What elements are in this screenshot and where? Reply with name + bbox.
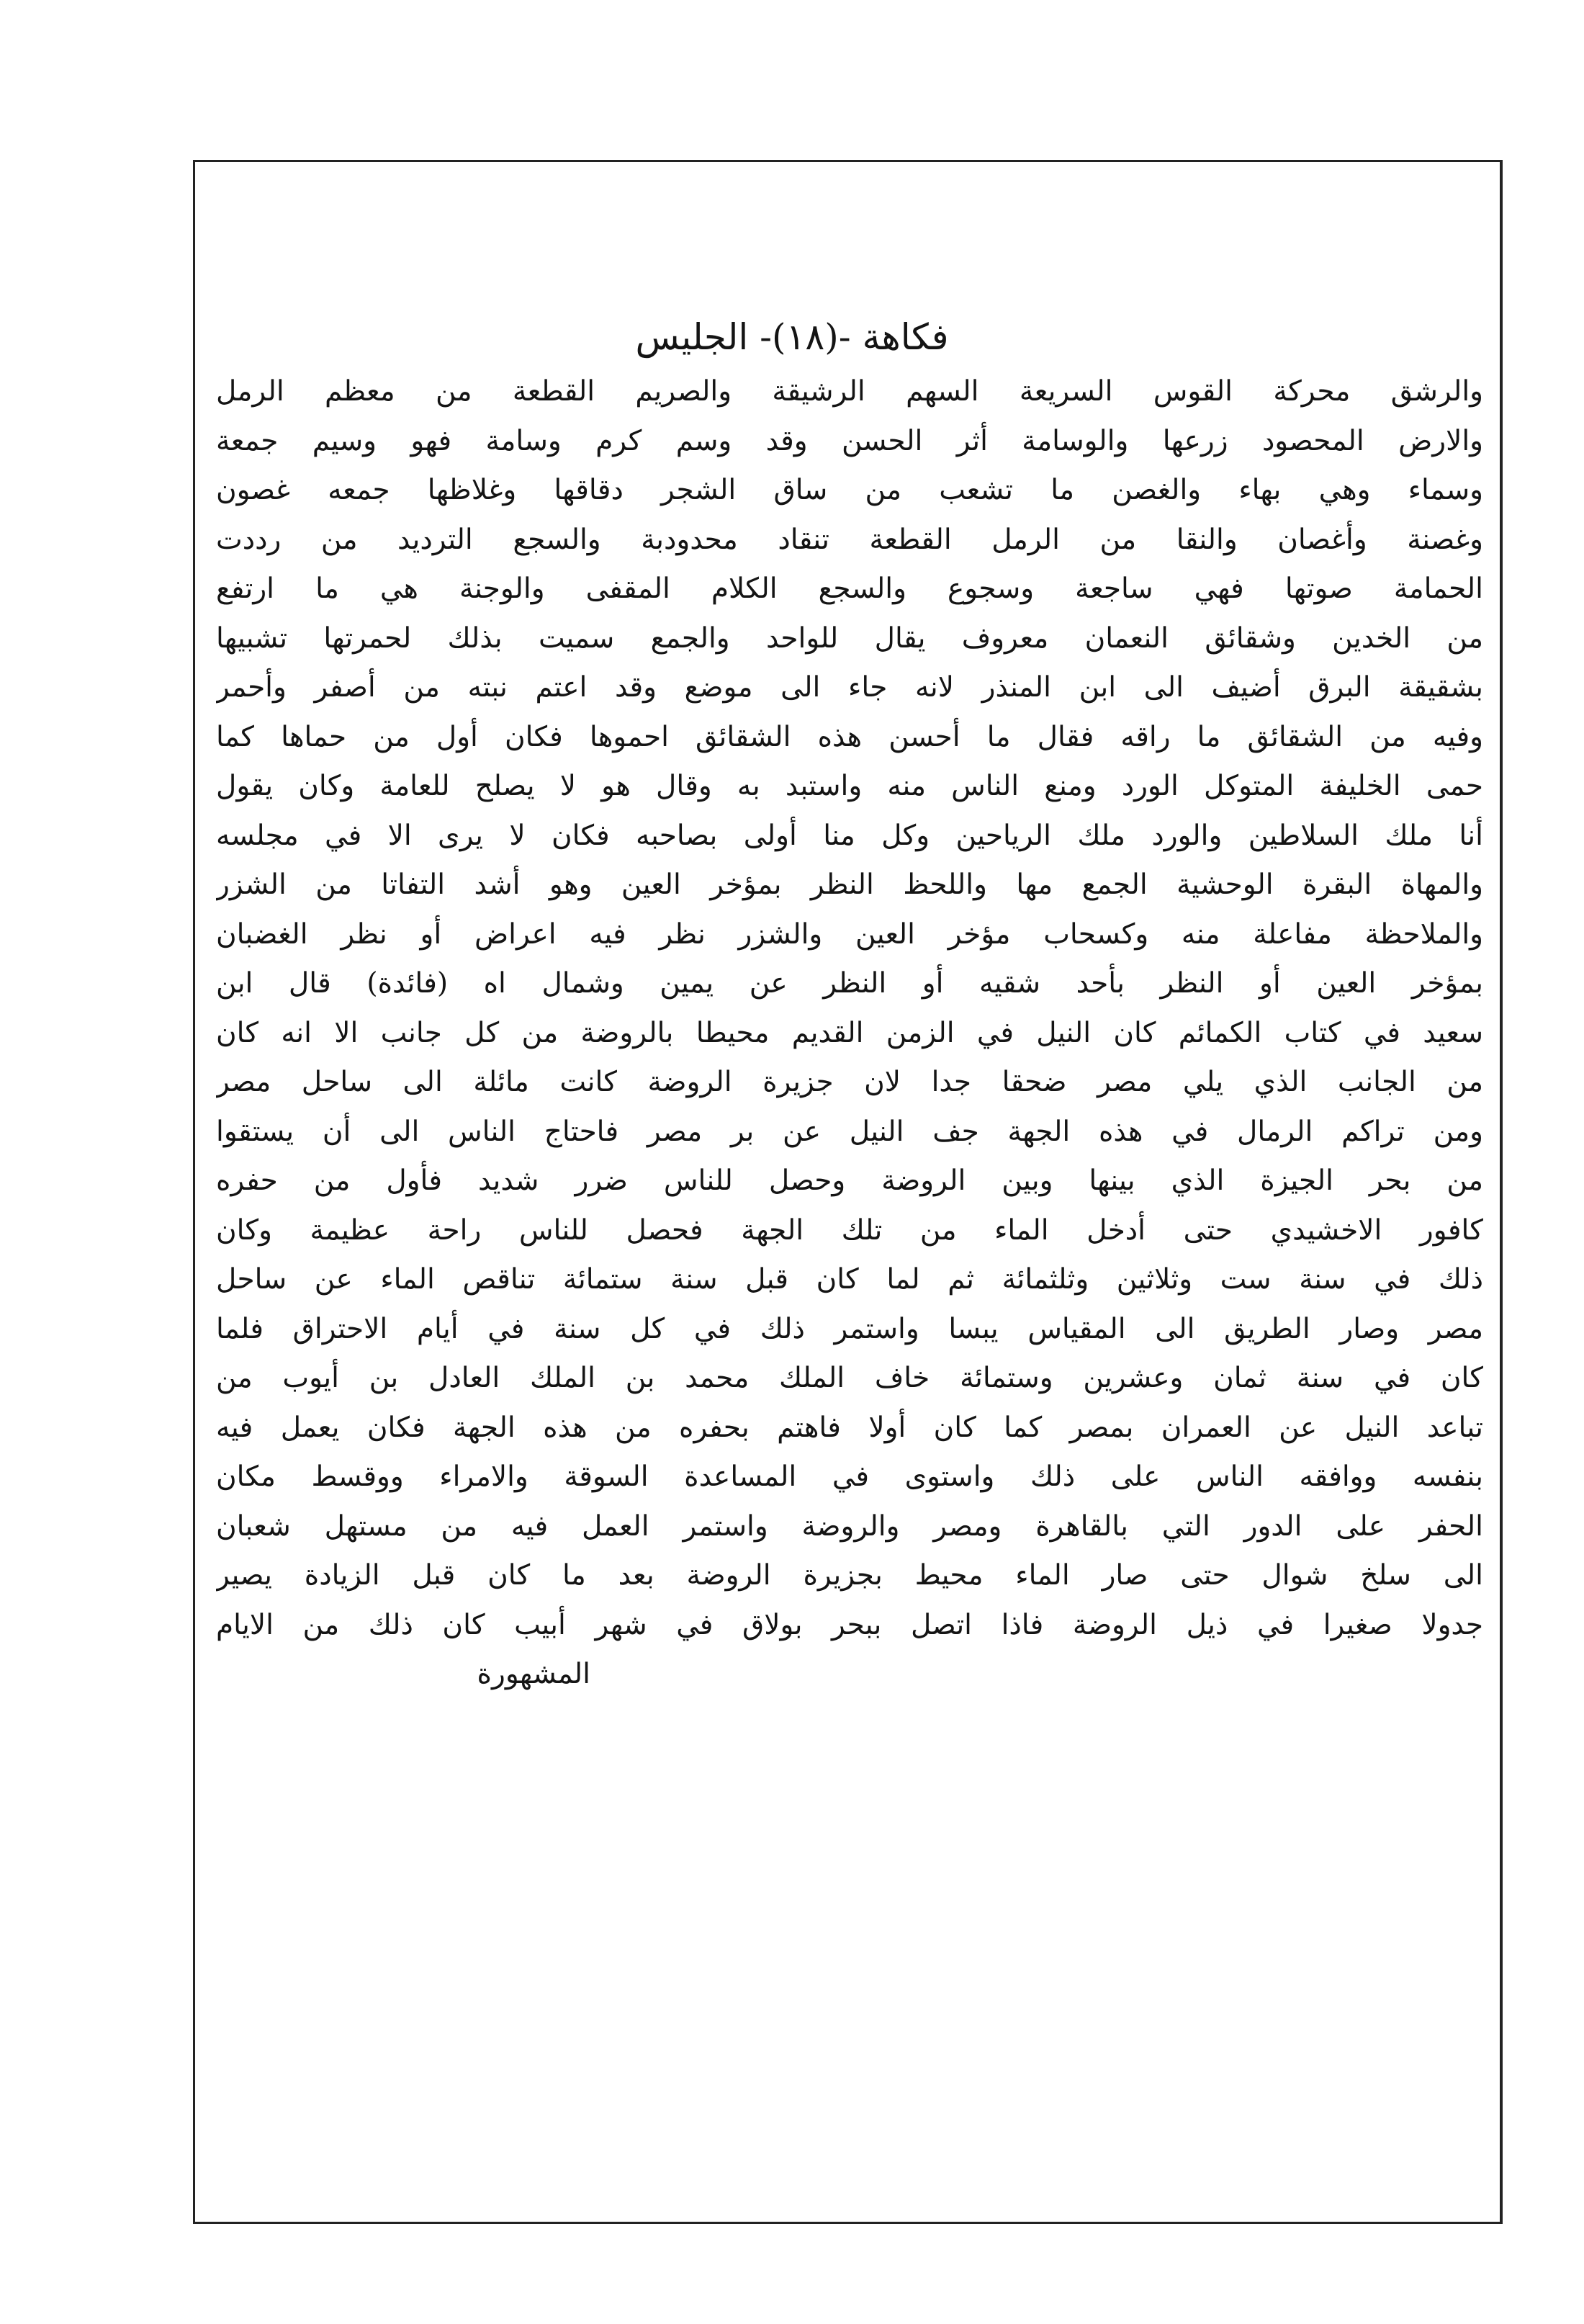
text-line: بمؤخر العين أو النظر بأحد شقيه أو النظر عن يمين وشمال اه (فائدة) قال ابن — [216, 967, 1483, 1000]
text-line: وغصنة وأغصان والنقا من الرمل القطعة تنقاد محدودبة والسجع الترديد من رددت — [216, 523, 1483, 556]
text-line: من الجانب الذي يلي مصر ضحقا جدا لان جزيرة الروضة كانت مائلة الى ساحل مصر — [216, 1066, 1483, 1098]
text-line: بشقيقة البرق أضيف الى ابن المنذر لانه جاء الى موضع وقد اعتم نبته من أصفر وأحمر — [216, 671, 1483, 704]
text-line: والمهاة البقرة الوحشية الجمع مها واللحظ النظر بمؤخر العين وهو أشد التفاتا من الشزر — [216, 869, 1483, 901]
text-line: مصر وصار الطريق الى المقياس يبسا واستمر ذلك في كل سنة في أيام الاحتراق فلما — [216, 1312, 1483, 1345]
text-line: حمى الخليفة المتوكل الورد ومنع الناس منه واستبد به وقال هو لا يصلح للعامة وكان يقول — [216, 770, 1483, 802]
text-line: الى سلخ شوال حتى صار الماء محيط بجزيرة الروضة بعد ما كان قبل الزيادة يصير — [216, 1559, 1483, 1592]
text-line: كان في سنة ثمان وعشرين وستمائة خاف الملك محمد بن الملك العادل بن أيوب من — [216, 1362, 1483, 1394]
text-line: ذلك في سنة ست وثلاثين وثلثمائة ثم لما كان قبل سنة ستمائة تناقص الماء عن ساحل — [216, 1263, 1483, 1296]
text-line: بنفسه ووافقه الناس على ذلك واستوى في المساعدة السوقة والامراء ووقسط مكان — [216, 1461, 1483, 1493]
text-line: جدولا صغيرا في ذيل الروضة فاذا اتصل ببحر بولاق في شهر أبيب كان ذلك من الايام — [216, 1608, 1483, 1641]
text-line: ومن تراكم الرمال في هذه الجهة جف النيل عن بر مصر فاحتاج الناس الى أن يستقوا — [216, 1115, 1483, 1148]
page-content — [216, 310, 1483, 1700]
text-line: من الخدين وشقائق النعمان معروف يقال للواحد والجمع سميت بذلك لحمرتها تشبيها — [216, 622, 1483, 655]
text-line: الحفر على الدور التي بالقاهرة ومصر والروضة واستمر العمل فيه من مستهل شعبان — [216, 1509, 1483, 1543]
text-line: أنا ملك السلاطين والورد ملك الرياحين وكل منا أولى بصاحبه فكان لا يرى الا في مجلسه — [216, 819, 1483, 852]
text-line: الحمامة صوتها فهي ساجعة وسجوع والسجع الكلام المقفى والوجنة هي ما ارتفع — [216, 573, 1483, 605]
text-line: تباعد النيل عن العمران بمصر كما كان أولا فاهتم بحفره من هذه الجهة فكان يعمل فيه — [216, 1411, 1483, 1444]
page-title: فكاهة -(١٨)- الجليس — [635, 316, 949, 358]
text-line: والرشق محركة القوس السريعة السهم الرشيقة والصريم القطعة من معظم الرمل — [216, 375, 1483, 408]
text-line: وفيه من الشقائق ما راقه فقال ما أحسن هذه الشقائق احموها فكان أول من حماها كما — [216, 720, 1483, 753]
text-line: سعيد في كتاب الكمائم كان النيل في الزمن القديم محيطا بالروضة من كل جانب الا انه كان — [216, 1016, 1483, 1049]
text-line: والارض المحصود زرعها والوسامة أثر الحسن وقد وسم كرم وسامة فهو وسيم جمعة — [216, 424, 1483, 457]
text-body — [216, 367, 1483, 1700]
text-line: والملاحظة مفاعلة منه وكسحاب مؤخر العين والشزر نظر فيه اعراض أو نظر الغضبان — [216, 918, 1483, 951]
text-line: من بحر الجيزة الذي بينها وبين الروضة وحصل للناس ضرر شديد فأول من حفره — [216, 1165, 1483, 1197]
text-line: كافور الاخشيدي حتى أدخل الماء من تلك الجهة فحصل للناس راحة عظيمة وكان — [216, 1213, 1483, 1247]
text-line: وسماء وهي بهاء والغصن ما تشعب من ساق الشجر دقاقها وغلاظها جمعه غصون — [216, 474, 1483, 506]
text-line: المشهورة — [477, 1658, 590, 1690]
